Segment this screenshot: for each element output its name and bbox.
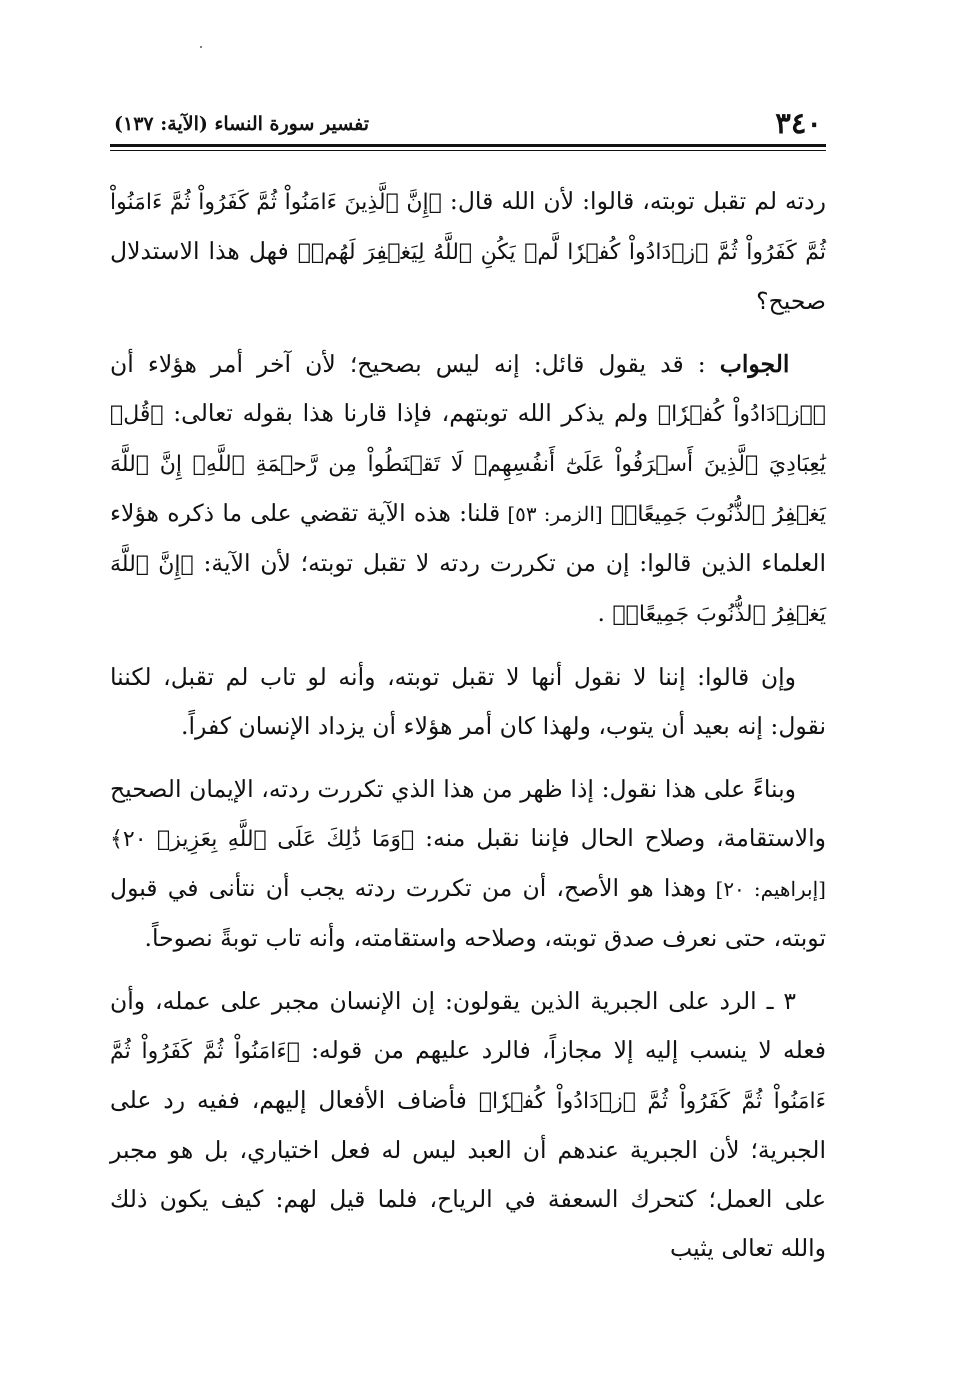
body-text bbox=[110, 177, 826, 1273]
quran-verse: ﴿وَمَا ذَٰلِكَ عَلَى ٱللَّهِ بِعَزِيزٖ ٢٠﴾ bbox=[110, 827, 415, 852]
text-run: وبناءً على هذا نقول: إذا ظهر من هذا الذي تكررت ردته، الإيمان الصحيح والاستقامة، وصلاح الحال فإننا نقبل منه: bbox=[110, 775, 826, 852]
quran-verse: ﴿ءَامَنُواْ ثُمَّ كَفَرُواْ ثُمَّ ءَامَنُواْ ثُمَّ كَفَرُواْ ثُمَّ ٱزۡدَادُواْ كُفۡرٗا﴾ bbox=[110, 1039, 826, 1114]
paragraph-4 bbox=[110, 765, 826, 963]
text-run: ردته لم تقبل توبته، قالوا: لأن الله قال: bbox=[441, 187, 826, 215]
paragraph-1 bbox=[110, 177, 826, 326]
quran-verse: ﴿إِنَّ ٱللَّهَ يَغۡفِرُ ٱلذُّنُوبَ جَمِيعًاۚ﴾ bbox=[110, 552, 826, 627]
header-rule-thin bbox=[110, 150, 826, 151]
page-header bbox=[110, 98, 826, 138]
quran-verse: ﴿ٱزۡدَادُواْ كُفۡرٗا﴾ bbox=[657, 402, 826, 427]
book-page bbox=[110, 98, 826, 1287]
page-number: ٣٤٠ bbox=[775, 106, 822, 140]
verse-reference: [الزمر: ٥٣] bbox=[500, 502, 603, 526]
scan-speck bbox=[200, 46, 202, 48]
text-run: فأضاف الأفعال إليهم، ففيه رد على الجبرية؛ لأن الجبرية عندهم أن العبد ليس له فعل اختياري، بل هو مجبر على العمل؛ كتحرك السعفة في الرياح، فلما قيل لهم: كيف يكون ذلك والله تعالى يثيب bbox=[110, 1086, 826, 1262]
header-rule-thick bbox=[110, 144, 826, 147]
text-run: . bbox=[597, 599, 605, 627]
paragraph-2 bbox=[110, 340, 826, 639]
running-title: تفسير سورة النساء (الآية: ١٣٧) bbox=[114, 113, 370, 135]
text-run: فهل هذا الاستدلال صحيح؟ bbox=[110, 237, 826, 315]
paragraph-5 bbox=[110, 977, 826, 1273]
text-run: ٣ ـ الرد على الجبرية الذين يقولون: إن الإنسان مجبر على عمله، وأن فعله لا ينسب إليه إلا مجازاً، فالرد عليهم من قوله: bbox=[110, 987, 826, 1064]
text-run: ولم يذكر الله توبتهم، فإذا قارنا هذا بقوله تعالى: bbox=[163, 399, 649, 427]
paragraph-3 bbox=[110, 653, 826, 751]
verse-reference: [إبراهيم: ٢٠] bbox=[706, 877, 826, 901]
text-run: قلنا: هذه الآية تقضي على ما ذكره هؤلاء العلماء الذين قالوا: إن من تكررت ردته لا تقبل توبته؛ لأن الآية: bbox=[110, 499, 826, 577]
text-run: : قد يقول قائل: إنه ليس بصحيح؛ لأن آخر أمر هؤلاء أن bbox=[110, 350, 706, 378]
text-run: وهذا هو الأصح، أن من تكررت ردته يجب أن نتأنى في قبول توبته، حتى نعرف صدق توبته، وصلاحه واستقامته، وأنه تاب توبةً نصوحاً. bbox=[110, 874, 826, 952]
quran-verse: ﴿قُلۡ يَٰعِبَادِيَ ٱلَّذِينَ أَسۡرَفُواْ عَلَىٰٓ أَنفُسِهِمۡ لَا تَقۡنَطُواْ مِن رَّحۡمَةِ ٱللَّهِۚ إِنَّ ٱللَّهَ يَغۡفِرُ ٱلذُّنُوبَ جَمِيعًاۚ﴾ bbox=[110, 402, 826, 527]
answer-label: الجواب bbox=[719, 350, 790, 378]
text-run: وإن قالوا: إننا لا نقول أنها لا تقبل توبته، وأنه لو تاب لم تقبل، لكننا نقول: إنه بعيد أن يتوب، ولهذا كان أمر هؤلاء أن يزداد الإنسان كفراً. bbox=[110, 663, 826, 740]
quran-verse: ﴿إِنَّ ٱلَّذِينَ ءَامَنُواْ ثُمَّ كَفَرُواْ ثُمَّ ءَامَنُواْ ثُمَّ كَفَرُواْ ثُمَّ ٱزۡدَادُواْ كُفۡرٗا لَّمۡ يَكُنِ ٱللَّهُ لِيَغۡفِرَ لَهُمۡ﴾ bbox=[110, 190, 826, 265]
